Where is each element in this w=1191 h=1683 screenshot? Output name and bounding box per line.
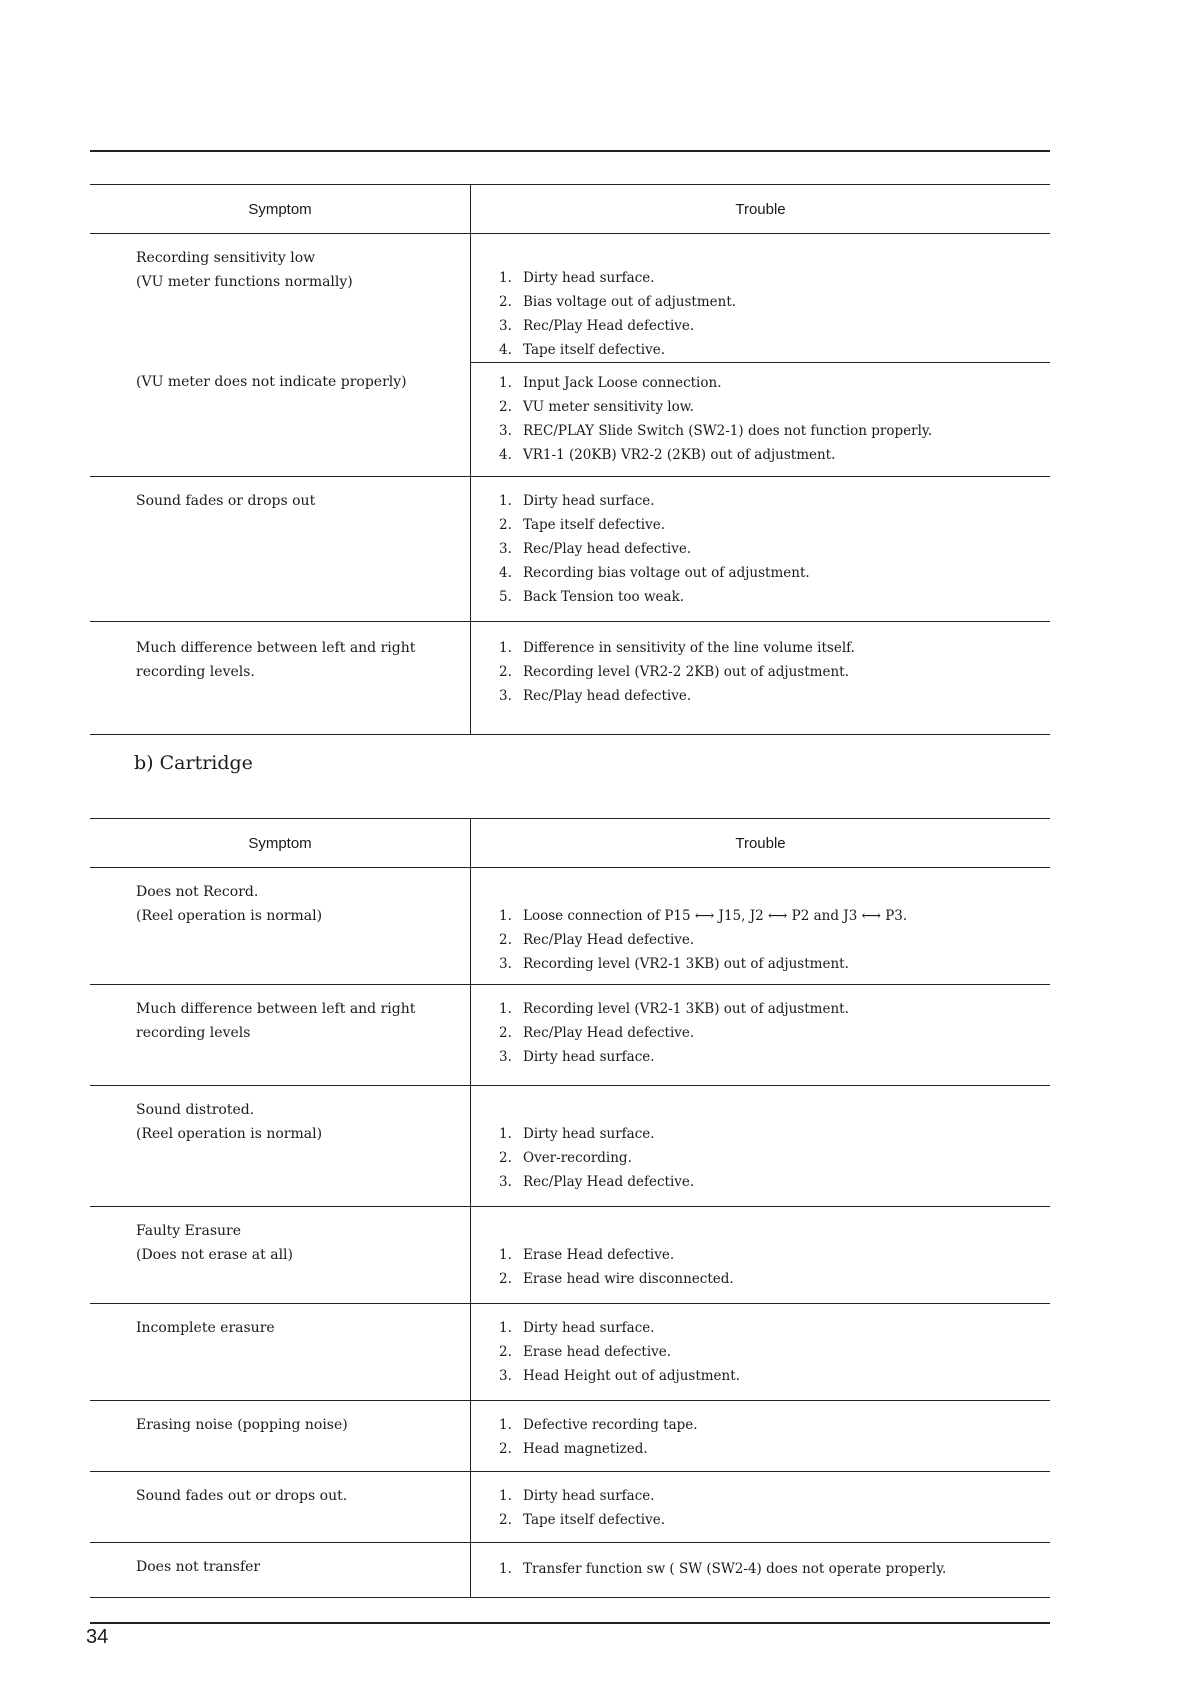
table-row bbox=[90, 868, 1050, 985]
symptom-cell bbox=[90, 1207, 470, 1303]
list-item: 1. Dirty head surface. bbox=[499, 1126, 655, 1142]
list-item: 3. Recording level (VR2-1 3KB) out of adjustment. bbox=[499, 956, 849, 972]
symptom-line: recording levels bbox=[136, 1025, 251, 1041]
list-item: 1. Transfer function sw ( SW (SW2-4) does not operate properly. bbox=[499, 1561, 947, 1577]
list-item: 1. Dirty head surface. bbox=[499, 1320, 655, 1336]
trouble-cell bbox=[470, 1086, 1050, 1206]
symptom-cell bbox=[90, 234, 470, 476]
list-item: 1. Erase Head defective. bbox=[499, 1247, 675, 1263]
trouble-cell bbox=[470, 1304, 1050, 1400]
symptom-cell bbox=[90, 622, 470, 734]
symptom-line: Does not transfer bbox=[136, 1559, 261, 1575]
list-item: 1. Dirty head surface. bbox=[499, 270, 655, 286]
symptom-cell bbox=[90, 985, 470, 1085]
symptom-line: Recording sensitivity low bbox=[136, 250, 316, 266]
page-number: 34 bbox=[86, 1626, 109, 1648]
symptom-line: (VU meter functions normally) bbox=[136, 274, 353, 290]
list-item: 3. REC/PLAY Slide Switch (SW2-1) does not function properly. bbox=[499, 423, 933, 439]
trouble-cell bbox=[470, 985, 1050, 1085]
table-row bbox=[90, 1401, 1050, 1472]
table-row bbox=[90, 1086, 1050, 1207]
trouble-cell bbox=[470, 1207, 1050, 1303]
header-symptom: Symptom bbox=[248, 834, 312, 852]
list-item: 3. Rec/Play Head defective. bbox=[499, 1174, 695, 1190]
list-item: 3. Dirty head surface. bbox=[499, 1049, 655, 1065]
symptom-cell bbox=[90, 1304, 470, 1400]
trouble-cell bbox=[470, 477, 1050, 621]
table-header bbox=[90, 819, 1050, 868]
trouble-cell bbox=[470, 622, 1050, 734]
list-item: 1. Input Jack Loose connection. bbox=[499, 375, 722, 391]
symptom-cell bbox=[90, 1472, 470, 1542]
symptom-cell bbox=[90, 1543, 470, 1597]
symptom-cell bbox=[90, 868, 470, 984]
list-item: 2. Recording level (VR2-2 2KB) out of adjustment. bbox=[499, 664, 849, 680]
table-row bbox=[90, 622, 1050, 735]
symptom-line: Sound fades or drops out bbox=[136, 493, 316, 509]
table-row bbox=[90, 1472, 1050, 1543]
symptom-line: Does not Record. bbox=[136, 884, 259, 900]
symptom-line: (Reel operation is normal) bbox=[136, 1126, 323, 1142]
symptom-line: Sound fades out or drops out. bbox=[136, 1488, 348, 1504]
trouble-cell bbox=[470, 1543, 1050, 1597]
list-item: 1. Difference in sensitivity of the line volume itself. bbox=[499, 640, 855, 656]
bottom-rule bbox=[90, 1622, 1050, 1624]
list-item: 1. Defective recording tape. bbox=[499, 1417, 698, 1433]
trouble-cell bbox=[470, 1472, 1050, 1542]
list-item: 2. Rec/Play Head defective. bbox=[499, 932, 695, 948]
list-item: 1. Dirty head surface. bbox=[499, 493, 655, 509]
symptom-line: Sound distroted. bbox=[136, 1102, 255, 1118]
list-item: 2. Bias voltage out of adjustment. bbox=[499, 294, 737, 310]
symptom-line: Faulty Erasure bbox=[136, 1223, 242, 1239]
list-item: 2. Tape itself defective. bbox=[499, 1512, 666, 1528]
list-item: 3. Head Height out of adjustment. bbox=[499, 1368, 740, 1384]
header-trouble: Trouble bbox=[470, 185, 1050, 233]
list-item: 2. Rec/Play Head defective. bbox=[499, 1025, 695, 1041]
symptom-line: Incomplete erasure bbox=[136, 1320, 275, 1336]
list-item: 1. Dirty head surface. bbox=[499, 1488, 655, 1504]
trouble-cell bbox=[470, 1401, 1050, 1471]
symptom-cell bbox=[90, 1401, 470, 1471]
list-item: 2. VU meter sensitivity low. bbox=[499, 399, 694, 415]
list-item: 1. Recording level (VR2-1 3KB) out of adjustment. bbox=[499, 1001, 849, 1017]
symptom-line: (Does not erase at all) bbox=[136, 1247, 293, 1263]
symptom-cell bbox=[90, 1086, 470, 1206]
list-item: 2. Erase head defective. bbox=[499, 1344, 672, 1360]
section-title: b) Cartridge bbox=[134, 752, 253, 774]
list-item: 3. Rec/Play head defective. bbox=[499, 541, 692, 557]
list-item: 4. Recording bias voltage out of adjustment. bbox=[499, 565, 810, 581]
list-item: 2. Tape itself defective. bbox=[499, 517, 666, 533]
trouble-cell bbox=[470, 234, 1050, 476]
symptom-line: Erasing noise (popping noise) bbox=[136, 1417, 348, 1433]
table-row bbox=[90, 477, 1050, 622]
symptom-cell bbox=[90, 477, 470, 621]
symptom-line: (Reel operation is normal) bbox=[136, 908, 323, 924]
table-row bbox=[90, 234, 1050, 477]
list-item: 5. Back Tension too weak. bbox=[499, 589, 685, 605]
list-item: 1. Loose connection of P15 ⟷ J15, J2 ⟷ P2 and J3 ⟷ P3. bbox=[499, 908, 908, 924]
list-item: 2. Over-recording. bbox=[499, 1150, 632, 1166]
header-trouble: Trouble bbox=[470, 819, 1050, 867]
table-header bbox=[90, 185, 1050, 234]
list-item: 2. Head magnetized. bbox=[499, 1441, 648, 1457]
list-item: 3. Rec/Play Head defective. bbox=[499, 318, 695, 334]
symptom-line: Much difference between left and right bbox=[136, 1001, 416, 1017]
table-row bbox=[90, 985, 1050, 1086]
top-rule bbox=[90, 150, 1050, 152]
table-cartridge bbox=[90, 818, 1050, 1598]
symptom-line: (VU meter does not indicate properly) bbox=[136, 374, 407, 390]
symptom-line: recording levels. bbox=[136, 664, 255, 680]
table-row bbox=[90, 1543, 1050, 1598]
table-row bbox=[90, 1304, 1050, 1401]
symptom-line: Much difference between left and right bbox=[136, 640, 416, 656]
list-item: 4. VR1-1 (20KB) VR2-2 (2KB) out of adjustment. bbox=[499, 447, 836, 463]
list-item: 4. Tape itself defective. bbox=[499, 342, 666, 358]
table-reel bbox=[90, 184, 1050, 735]
table-row bbox=[90, 1207, 1050, 1304]
trouble-cell bbox=[470, 868, 1050, 984]
header-symptom: Symptom bbox=[248, 200, 312, 218]
list-item: 3. Rec/Play head defective. bbox=[499, 688, 692, 704]
list-item: 2. Erase head wire disconnected. bbox=[499, 1271, 734, 1287]
